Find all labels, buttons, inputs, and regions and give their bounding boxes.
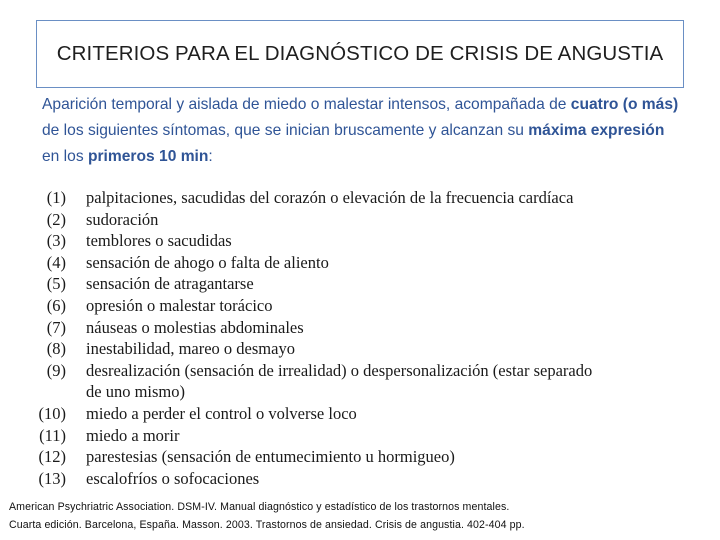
criteria-text: sensación de atragantarse [86,274,254,294]
criteria-text: miedo a morir [86,425,180,445]
intro-bold-peak: máxima expresión [528,122,665,139]
criteria-item [0,447,720,469]
intro-bold-time: primeros 10 min [87,148,209,165]
criteria-number: (11) [39,425,66,445]
criteria-item [0,231,720,253]
criteria-text: palpitaciones, sacudidas del corazón o elevación de la frecuencia cardíaca [86,188,574,207]
criteria-number: (9) [46,360,66,380]
criteria-number: (7) [46,317,66,337]
criteria-text: temblores o sacudidas [86,231,232,251]
criteria-item [0,274,720,296]
criteria-number: (13) [38,468,66,488]
criteria-item [0,426,720,448]
intro-text-4: : [208,148,213,165]
criteria-number: (2) [46,209,66,229]
criteria-number: (3) [46,231,66,251]
criteria-item [0,404,720,426]
criteria-text: parestesias (sensación de entumecimiento u hormigueo) [86,447,455,467]
criteria-number: (12) [38,447,66,467]
criteria-item [0,469,720,491]
criteria-item [0,382,720,404]
intro-paragraph [42,92,682,170]
criteria-text: desrealización (sensación de irrealidad) o despersonalización (estar separado [86,360,593,380]
page-title: CRITERIOS PARA EL DIAGNÓSTICO DE CRISIS DE ANGUSTIA [56,42,664,65]
criteria-number: (6) [46,296,66,315]
criteria-item [0,210,720,232]
intro-text-3: en los [42,148,88,165]
criteria-item [0,339,720,361]
reference-line-2: Cuarta edición. Barcelona, España. Masson. 2003. Trastornos de ansiedad. Crisis de angustia. 402-404 pp. [9,519,525,531]
criteria-number: (5) [46,274,66,294]
criteria-item [0,188,720,210]
intro-text-1: Aparición temporal y aislada de miedo o malestar intensos, acompañada de [42,96,571,113]
criteria-number: (10) [38,404,66,423]
intro-bold-count: cuatro (o más) [570,96,679,113]
criteria-text: miedo a perder el control o volverse loco [86,404,357,423]
criteria-text: de uno mismo) [86,382,185,402]
criteria-number: (1) [46,188,66,207]
criteria-number: (8) [46,339,66,359]
criteria-item [0,253,720,275]
criteria-item [0,361,720,383]
criteria-text: sensación de ahogo o falta de aliento [86,252,329,272]
criteria-text: opresión o malestar torácico [86,296,273,315]
reference-citation [9,498,714,534]
criteria-text: náuseas o molestias abdominales [86,317,304,337]
title-box [36,20,684,88]
criteria-number: (4) [46,252,66,272]
criteria-text: escalofríos o sofocaciones [86,468,260,488]
reference-line-1: American Psychriatric Association. DSM-IV. Manual diagnóstico y estadístico de los trastornos mentales. [9,501,510,513]
intro-text-2: de los siguientes síntomas, que se inician bruscamente y alcanzan su [42,122,529,139]
criteria-item [0,318,720,340]
criteria-text: inestabilidad, mareo o desmayo [86,339,295,359]
criteria-item [0,296,720,318]
criteria-text: sudoración [86,209,159,229]
